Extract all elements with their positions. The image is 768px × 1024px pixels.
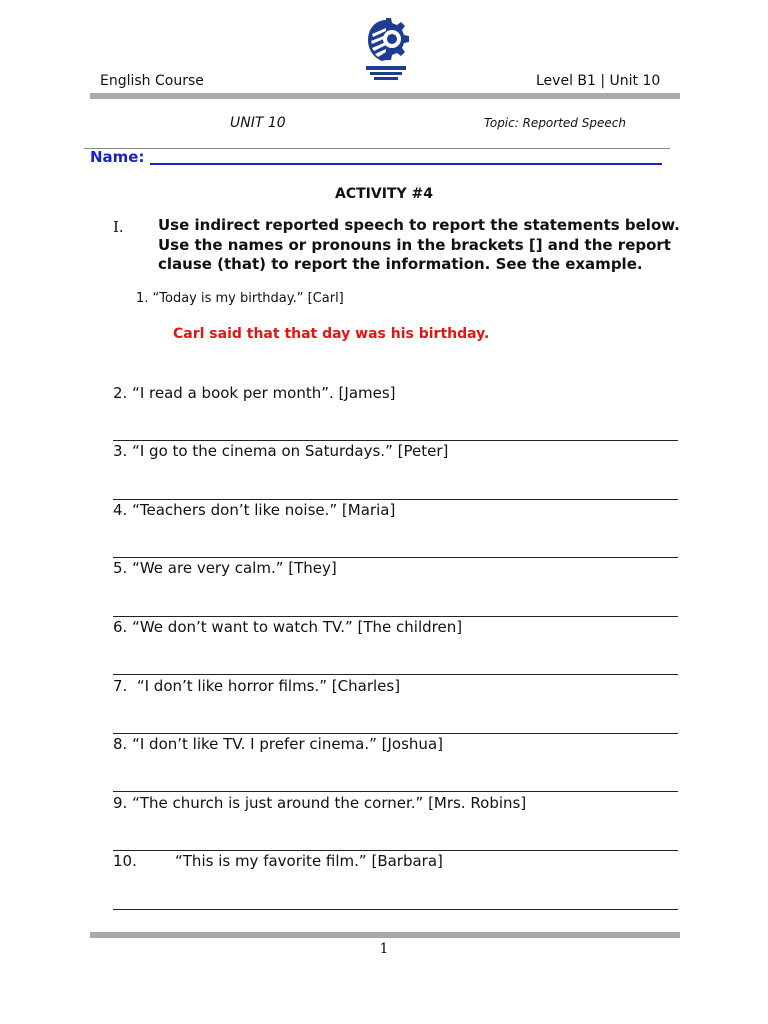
name-input-line[interactable] (150, 163, 662, 165)
example-question: 1. “Today is my birthday.” [Carl] (136, 291, 344, 306)
header-course: English Course (100, 73, 204, 89)
question-item: 6. “We don’t want to watch TV.” [The children] (113, 618, 463, 636)
answer-line[interactable] (113, 909, 678, 910)
answer-line[interactable] (113, 850, 678, 851)
topic-label: Topic: Reported Speech (484, 116, 626, 130)
answer-line[interactable] (113, 499, 678, 500)
header-level: Level B1 | Unit 10 (536, 73, 661, 89)
unit-divider (84, 148, 670, 149)
page-number: 1 (379, 941, 389, 957)
answer-line[interactable] (113, 733, 678, 734)
unit-title: UNIT 10 (230, 115, 286, 131)
activity-title: ACTIVITY #4 (335, 186, 433, 202)
question-item: 2. “I read a book per month”. [James] (113, 384, 396, 402)
question-item: 7. “I don’t like horror films.” [Charles] (113, 677, 401, 695)
answer-line[interactable] (113, 791, 678, 792)
answer-line[interactable] (113, 674, 678, 675)
name-label: Name: (90, 148, 145, 166)
instruction-text: Use indirect reported speech to report the statements below. Use the names or pronouns in the brackets [] and the report clause (that) to report the information. See the example. (158, 216, 680, 273)
question-item: 3. “I go to the cinema on Saturdays.” [Peter] (113, 442, 449, 460)
question-item: 9. “The church is just around the corner.” [Mrs. Robins] (113, 794, 527, 812)
answer-line[interactable] (113, 616, 678, 617)
footer-divider-bar (90, 932, 680, 938)
example-answer: Carl said that that day was his birthday. (173, 326, 490, 342)
institution-logo-icon (362, 14, 410, 82)
question-item: 5. “We are very calm.” [They] (113, 559, 337, 577)
section-numeral: I. (113, 218, 124, 236)
answer-line[interactable] (113, 557, 678, 558)
question-item: 4. “Teachers don’t like noise.” [Maria] (113, 501, 396, 519)
header-divider-bar (90, 93, 680, 99)
question-item: 8. “I don’t like TV. I prefer cinema.” [Joshua] (113, 735, 443, 753)
answer-line[interactable] (113, 440, 678, 441)
question-item: 10. “This is my favorite film.” [Barbara] (113, 852, 443, 870)
